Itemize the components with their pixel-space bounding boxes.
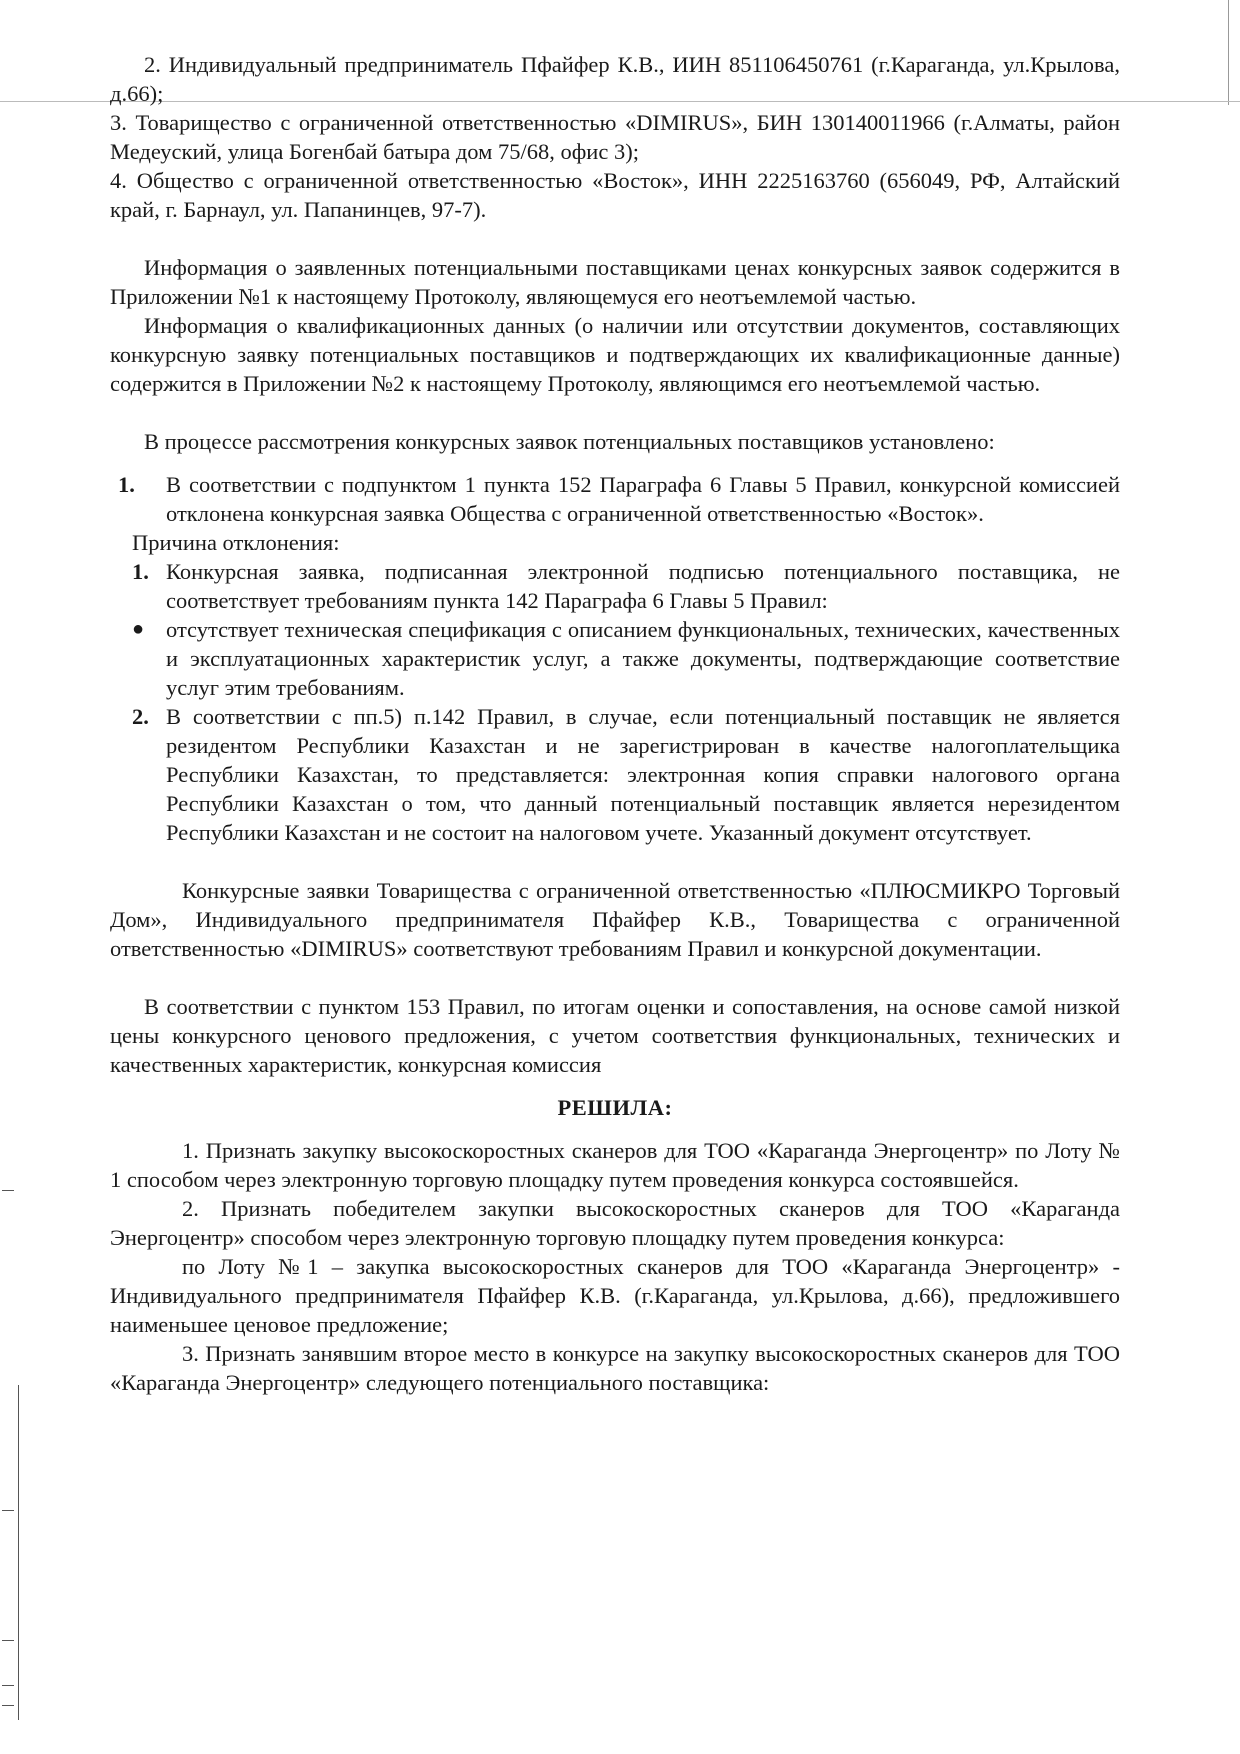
scan-margin-tick [2, 1640, 14, 1641]
participant-item: 2. Индивидуальный предприниматель Пфайфер К.В., ИИН 851106450761 (г.Караганда, ул.Крылова, д.66); [110, 52, 1120, 106]
rejection-reason-label: Причина отклонения: [132, 530, 340, 555]
decision-lot-detail: по Лоту №1 – закупка высокоскоростных сканеров для ТОО «Караганда Энергоцентр» - Индивидуального предпринимателя Пфайфер К.В. (г.Караганда, ул.Крылова, д.66), предложившего наименьшее ценовое предложение; [110, 1254, 1120, 1337]
participant-item: 4. Общество с ограниченной ответственностью «Восток», ИНН 2225163760 (656049, РФ, Алтайский край, г. Барнаул, ул. Папанинцев, 97-7). [110, 168, 1120, 222]
reason-item [132, 557, 1120, 615]
reason-text: Конкурсная заявка, подписанная электронной подписью потенциального поставщика, не соответствует требованиям пункта 142 Параграфа 6 Главы 5 Правил: [166, 559, 1120, 613]
rejection-text: В соответствии с подпунктом 1 пункта 152 Параграфа 6 Главы 5 Правил, конкурсной комиссией отклонена конкурсная заявка Общества с ограниченной ответственностью «Восток». [166, 472, 1120, 526]
scan-right-edge-line [1228, 0, 1229, 105]
decision-heading: РЕШИЛА: [557, 1095, 673, 1120]
scan-margin-tick [2, 1705, 14, 1706]
scan-margin-tick [2, 1685, 14, 1686]
rejection-item [110, 470, 1120, 528]
document-page [110, 50, 1120, 1397]
scan-margin-tick [2, 1510, 14, 1511]
evaluation-paragraph: В соответствии с пунктом 153 Правил, по итогам оценки и сопоставления, на основе самой низкой цены конкурсного ценового предложения, с учетом соответствия функциональных, технических и качественных характеристик, конкурсная комиссия [110, 994, 1120, 1077]
decision-item: 3. Признать занявшим второе место в конкурсе на закупку высокоскоростных сканеров для ТОО «Караганда Энергоцентр» следующего потенциального поставщика: [110, 1341, 1120, 1395]
review-intro: В процессе рассмотрения конкурсных заявок потенциальных поставщиков установлено: [144, 429, 995, 454]
reason-number: 1. [132, 559, 149, 584]
reason-number: 2. [132, 704, 149, 729]
reason-text: В соответствии с пп.5) п.142 Правил, в случае, если потенциальный поставщик не является резидентом Республики Казахстан и не зарегистрирован в качестве налогоплательщика Республики Казахстан, то представляется: электронная копия справки налогового органа Республики Казахстан о том, что данный потенциальный поставщик является нерезидентом Республики Казахстан и не состоит на налоговом учете. Указанный документ отсутствует. [166, 704, 1120, 845]
participant-list [110, 50, 1120, 224]
qualification-info-paragraph: Информация о квалификационных данных (о наличии или отсутствии документов, составляющих конкурсную заявку потенциальных поставщиков и подтверждающих их квалификационные данные) содержится в Приложении №2 к настоящему Протоколу, являющимся его неотъемлемой частью. [110, 313, 1120, 396]
reason-bullet-item [132, 615, 1120, 702]
decision-item: 1. Признать закупку высокоскоростных сканеров для ТОО «Караганда Энергоцентр» по Лоту № 1 способом через электронную торговую площадку путем проведения конкурса состоявшейся. [110, 1138, 1120, 1192]
bullet-icon: ● [132, 618, 145, 640]
participant-item: 3. Товарищество с ограниченной ответственностью «DIMIRUS», БИН 130140011966 (г.Алматы, район Медеуский, улица Богенбай батыра дом 75/68, офис 3); [110, 110, 1120, 164]
reason-item [132, 702, 1120, 847]
price-info-paragraph: Информация о заявленных потенциальными поставщиками ценах конкурсных заявок содержится в Приложении №1 к настоящему Протоколу, являющемуся его неотъемлемой частью. [110, 255, 1120, 309]
decision-item: 2. Признать победителем закупки высокоскоростных сканеров для ТОО «Караганда Энергоцентр» способом через электронную торговую площадку путем проведения конкурса: [110, 1196, 1120, 1250]
scan-margin-tick [2, 1190, 14, 1191]
reason-bullet-text: отсутствует техническая спецификация с описанием функциональных, технических, качественных и эксплуатационных характеристик услуг, а также документы, подтверждающие соответствие услуг этим требованиям. [166, 617, 1120, 700]
compliance-paragraph: Конкурсные заявки Товарищества с ограниченной ответственностью «ПЛЮСМИКРО Торговый Дом», Индивидуального предпринимателя Пфайфер К.В., Товарищества с ограниченной ответственностью «DIMIRUS» соответствуют требованиям Правил и конкурсной документации. [110, 878, 1120, 961]
rejection-number: 1. [118, 472, 135, 497]
scan-margin-line [18, 1385, 19, 1720]
